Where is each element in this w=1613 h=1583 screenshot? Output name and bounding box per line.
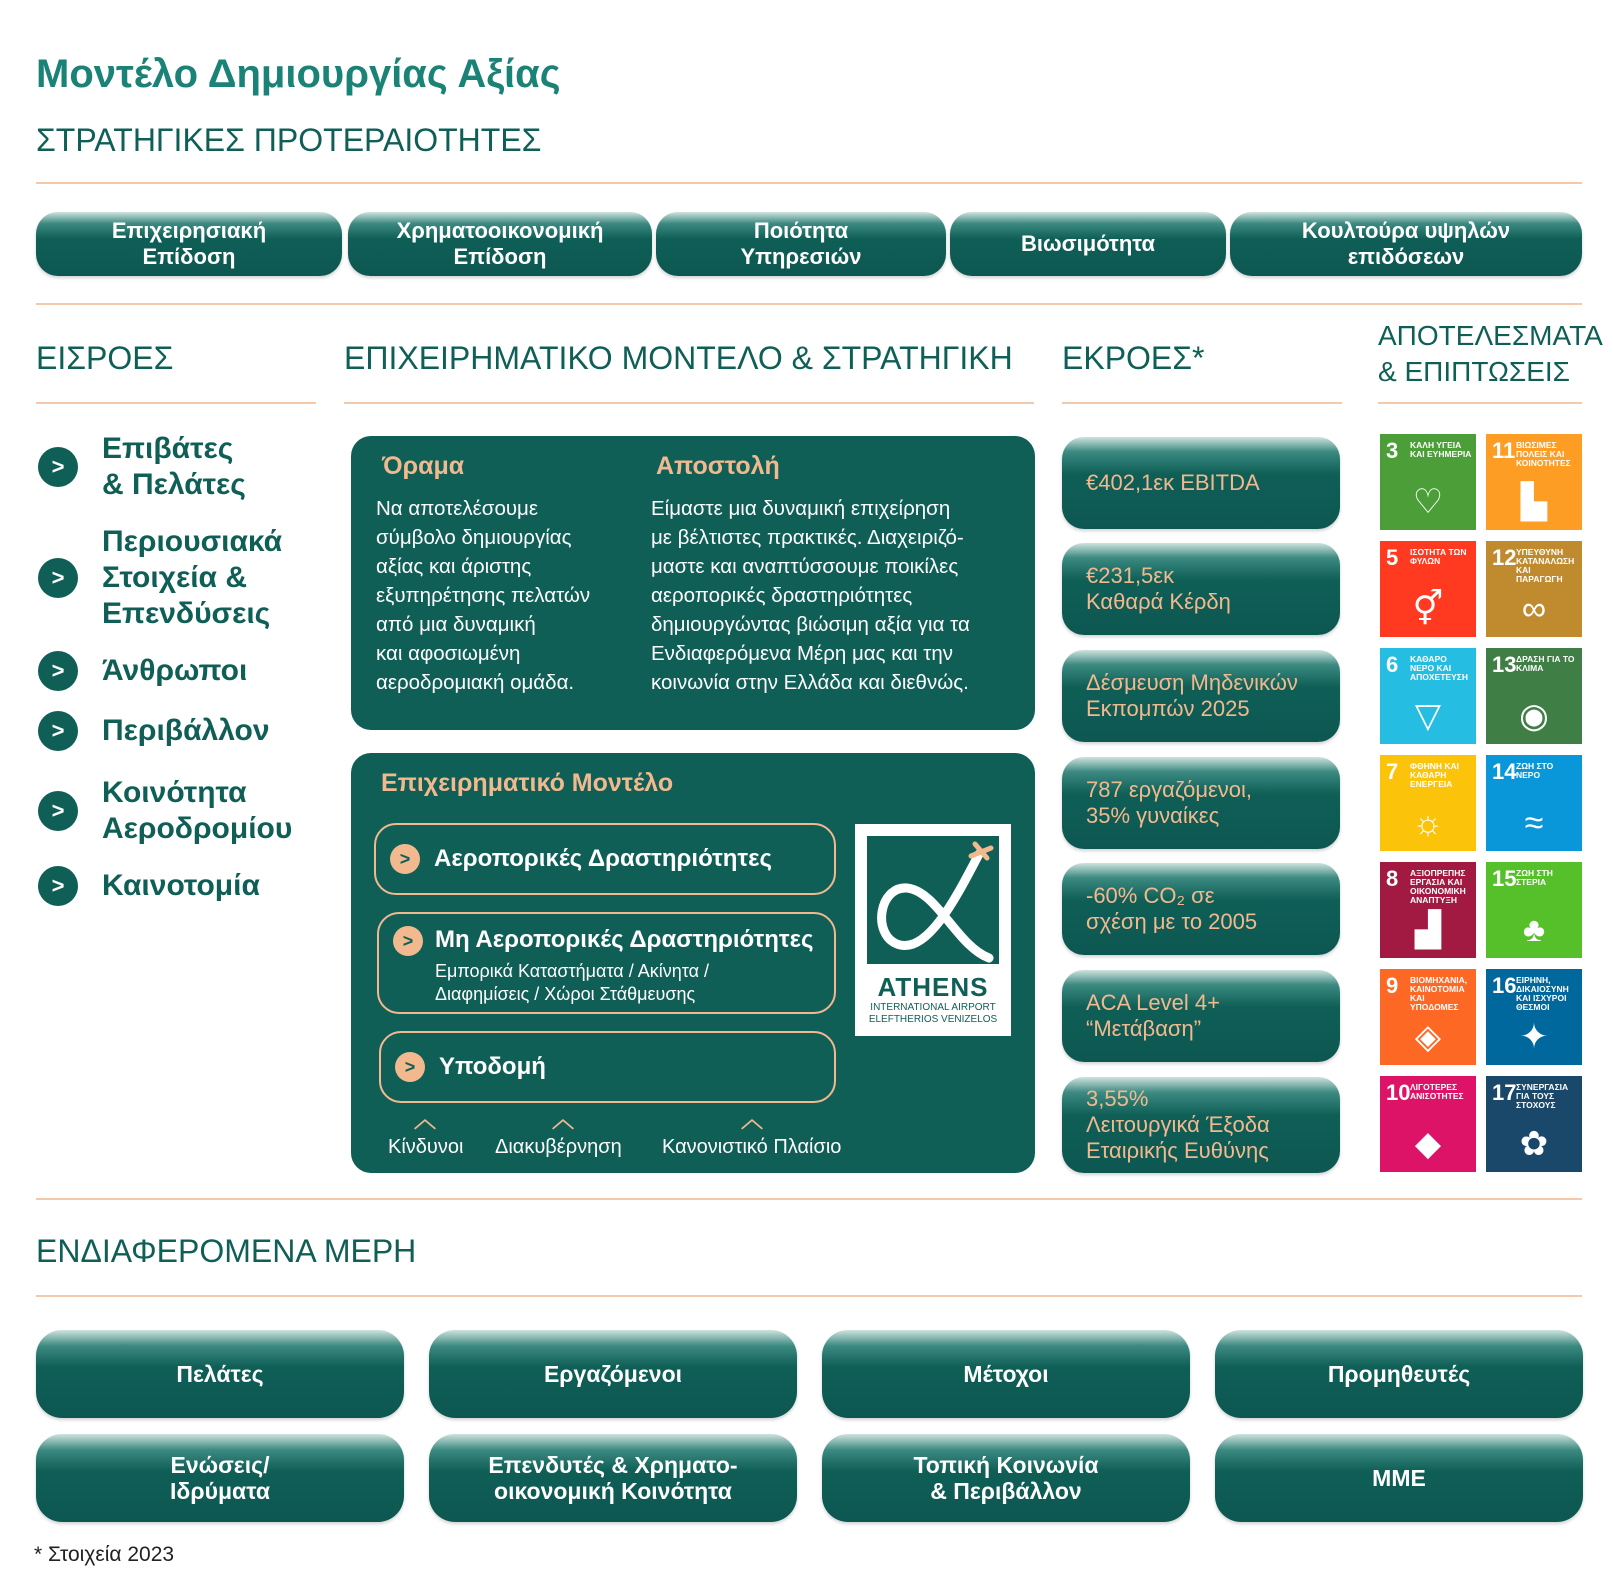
mission-text: [651, 494, 1021, 697]
infrastructure-box: [379, 1031, 836, 1103]
pillar-risks: Κίνδυνοι: [388, 1136, 464, 1158]
divider: [36, 1295, 1582, 1297]
sdg-label: ΔΡΑΣΗ ΓΙΑ ΤΟ ΚΛΙΜΑ: [1516, 654, 1575, 673]
sdg-label: ΖΩΗ ΣΤΗ ΣΤΕΡΙΑ: [1516, 868, 1553, 887]
sdg-goal-icon: ▟: [1414, 911, 1442, 949]
chevron-right-icon: >: [38, 558, 78, 598]
chevron-right-icon: >: [38, 866, 78, 906]
input-label-line: Καινοτομία: [102, 869, 260, 902]
vision-text-line: εξυπηρέτησης πελατών: [376, 584, 591, 607]
page-title: Μοντέλο Δημιουργίας Αξίας: [36, 52, 561, 96]
chevron-right-icon: >: [38, 711, 78, 751]
mission-text-line: με βέλτιστες πρακτικές. Διαχειριζό-: [651, 526, 964, 549]
stakeholder-label: [963, 1361, 1048, 1387]
output-pill: [1062, 863, 1340, 955]
input-label-line: Αεροδρομίου: [102, 812, 293, 845]
logo-line1: INTERNATIONAL AIRPORT: [870, 1002, 996, 1013]
mission-text-line: Ενδιαφερόμενα Μέρη μας και την: [651, 642, 954, 665]
aero-activities-label: Αεροπορικές Δραστηριότητες: [434, 845, 773, 872]
chevron-right-icon: >: [393, 926, 423, 956]
sdg-number: 15: [1492, 866, 1517, 891]
sdg-goal-icon: ♣: [1522, 911, 1546, 949]
sdg-tile-15: [1486, 862, 1582, 958]
output-text-line: 35% γυναίκες: [1086, 803, 1220, 828]
input-item: [38, 775, 292, 847]
sdg-number: 5: [1386, 545, 1399, 570]
input-label-line: Κοινότητα: [102, 776, 247, 809]
stakeholder-label: [913, 1452, 1098, 1504]
sdg-label: ΙΣΟΤΗΤΑ ΤΩΝ ΦΥΛΩΝ: [1410, 547, 1467, 566]
sdg-tile-6: [1380, 648, 1476, 744]
input-label-line: Επενδύσεις: [102, 597, 271, 630]
non-aero-details: Διαφημίσεις / Χώροι Στάθμευσης: [435, 984, 696, 1004]
strategic-priorities-heading: ΣΤΡΑΤΗΓΙΚΕΣ ΠΡΟΤΕΡΑΙΟΤΗΤΕΣ: [36, 122, 542, 158]
input-item: [38, 713, 270, 749]
strategic-priority-label-line: Ποιότητα: [753, 218, 849, 243]
sdg-number: 6: [1386, 652, 1399, 677]
sdg-number: 11: [1492, 438, 1516, 463]
strategic-priority-label: [112, 218, 266, 270]
infrastructure-label: Υποδομή: [439, 1053, 546, 1080]
strategic-priority-label-line: Χρηματοοικονομική: [396, 218, 604, 243]
non-aero-activities-label: Μη Αεροπορικές Δραστηριότητες: [435, 926, 814, 953]
output-text-line: €231,5εκ: [1086, 563, 1175, 588]
non-aero-activities-box: [377, 912, 836, 1014]
sdg-tile-17: [1486, 1076, 1582, 1172]
mission-text-line: δημιουργώντας βιώσιμη αξία για τα: [651, 613, 970, 636]
inputs-heading: ΕΙΣΡΟΕΣ: [36, 340, 174, 376]
sdg-label: ΛΙΓΟΤΕΡΕΣ ΑΝΙΣΟΤΗΤΕΣ: [1410, 1082, 1464, 1101]
input-label-line: & Πελάτες: [102, 468, 246, 501]
strategic-priority-label-line: Επιχειρησιακή: [111, 218, 267, 243]
stakeholder-label: [170, 1452, 270, 1504]
business-model-heading: ΕΠΙΧΕΙΡΗΜΑΤΙΚΟ ΜΟΝΤΕΛΟ & ΣΤΡΑΤΗΓΙΚΗ: [344, 340, 1013, 376]
divider: [1062, 402, 1342, 404]
alpha-plane-icon: [867, 836, 999, 964]
business-model-title: Επιχειρηματικό Μοντέλο: [381, 769, 674, 797]
stakeholder-label-line: Εργαζόμενοι: [543, 1361, 683, 1387]
input-item: [38, 653, 247, 689]
stakeholder-pill: [1215, 1434, 1583, 1522]
sdg-number: 8: [1386, 866, 1399, 891]
sdg-number: 13: [1492, 652, 1517, 677]
output-text-line: 3,55%: [1086, 1086, 1149, 1111]
strategic-priority-label-line: επιδόσεων: [1347, 244, 1465, 269]
sdg-label: ΒΙΟΜΗΧΑΝΙΑ, ΚΑΙΝΟΤΟΜΙΑ ΚΑΙ ΥΠΟΔΟΜΕΣ: [1410, 975, 1468, 1012]
sdg-tile-3: [1380, 434, 1476, 530]
sdg-number: 3: [1386, 438, 1399, 463]
output-text-line: σχέση με το 2005: [1086, 909, 1258, 934]
chevron-right-icon: >: [395, 1052, 425, 1082]
sdg-goal-icon: ◆: [1414, 1125, 1442, 1163]
sdg-tile-5: [1380, 541, 1476, 637]
output-text-line: €402,1εκ EBITDA: [1086, 470, 1260, 495]
vision-text-line: αεροδρομιακή ομάδα.: [376, 671, 575, 694]
input-label: [102, 775, 292, 847]
output-text-line: 787 εργαζόμενοι,: [1086, 777, 1253, 802]
sdg-number: 9: [1386, 973, 1399, 998]
stakeholder-label-line: Ιδρύματα: [170, 1478, 270, 1504]
vision-text-line: και αφοσιωμένη: [376, 642, 521, 665]
sdg-number: 10: [1386, 1080, 1411, 1105]
sdg-tile-16: [1486, 969, 1582, 1065]
sdg-number: 12: [1492, 545, 1517, 570]
stakeholder-pill: [822, 1434, 1190, 1522]
sdg-goal-icon: ☼: [1412, 804, 1444, 842]
sdg-label: ΕΙΡΗΝΗ, ΔΙΚΑΙΟΣΥΝΗ ΚΑΙ ΙΣΧΥΡΟΙ ΘΕΣΜΟΙ: [1516, 975, 1569, 1012]
output-text-line: Δέσμευση Μηδενικών: [1086, 670, 1298, 695]
sdg-number: 16: [1492, 973, 1517, 998]
output-text-line: Εταιρικής Ευθύνης: [1086, 1138, 1269, 1163]
non-aero-details: Εμπορικά Καταστήματα / Ακίνητα /: [435, 961, 709, 981]
sdg-goal-icon: ✦: [1519, 1018, 1549, 1056]
sdg-tile-14: [1486, 755, 1582, 851]
stakeholder-pill: [36, 1434, 404, 1522]
outcomes-heading-line: & ΕΠΙΠΤΩΣΕΙΣ: [1378, 356, 1570, 387]
mission-heading: Αποστολή: [656, 452, 780, 480]
stakeholder-label-line: οικονομική Κοινότητα: [494, 1478, 732, 1504]
sdg-label: ΣΥΝΕΡΓΑΣΙΑ ΓΙΑ ΤΟΥΣ ΣΤΟΧΟΥΣ: [1516, 1082, 1569, 1110]
sdg-tile-12: [1486, 541, 1582, 637]
strategic-priority-label: [1302, 218, 1510, 270]
strategic-priority-label-line: Υπηρεσιών: [740, 244, 862, 269]
vision-text-line: αξίας και άριστης: [376, 555, 532, 578]
stakeholder-label-line: & Περιβάλλον: [930, 1478, 1082, 1504]
vision-text: [376, 494, 626, 697]
vision-text-line: Να αποτελέσουμε: [376, 497, 539, 520]
input-label: [102, 868, 260, 904]
stakeholder-pill: [36, 1330, 404, 1418]
stakeholder-label: [1372, 1465, 1426, 1491]
caret-up-icon: ︿: [414, 1107, 437, 1132]
input-item: [38, 431, 246, 503]
stakeholder-pill: [822, 1330, 1190, 1418]
strategic-priority-label: [1021, 231, 1155, 257]
chevron-right-icon: >: [38, 447, 78, 487]
vision-heading: Όραμα: [382, 452, 465, 480]
stakeholder-label-line: Πελάτες: [176, 1361, 264, 1387]
strategic-priority-label: [741, 218, 862, 270]
sdg-goal-icon: ♡: [1412, 483, 1444, 521]
stakeholder-label-line: Προμηθευτές: [1327, 1361, 1471, 1387]
divider: [36, 402, 316, 404]
output-pill: [1062, 543, 1340, 635]
sdg-tile-10: [1380, 1076, 1476, 1172]
athens-airport-logo: [855, 824, 1011, 1036]
sdg-tile-13: [1486, 648, 1582, 744]
input-item: [38, 868, 260, 904]
sdg-tile-8: [1380, 862, 1476, 958]
sdg-goal-icon: ⚥: [1412, 590, 1444, 628]
logo-name: ATHENS: [877, 972, 989, 1002]
mission-text-line: κοινωνία στην Ελλάδα και διεθνώς.: [651, 671, 969, 694]
stakeholder-label-line: ΜΜΕ: [1372, 1465, 1426, 1491]
logo-mark: [867, 836, 999, 964]
input-label-line: Περιβάλλον: [102, 714, 270, 747]
strategic-priority-label-line: Επίδοση: [453, 244, 547, 269]
sdg-goal-icon: ∞: [1521, 590, 1547, 628]
output-pill: [1062, 757, 1340, 849]
mission-text-line: Είμαστε μια δυναμική επιχείρηση: [651, 497, 951, 520]
non-aero-content: [435, 926, 813, 1006]
sdg-label: ΒΙΩΣΙΜΕΣ ΠΟΛΕΙΣ ΚΑΙ ΚΟΙΝΟΤΗΤΕΣ: [1516, 440, 1571, 468]
stakeholder-label-line: Ενώσεις/: [170, 1452, 270, 1478]
outcomes-heading: [1378, 318, 1603, 390]
strategic-priority-label: [397, 218, 604, 270]
input-label: [102, 713, 270, 749]
output-text-line: -60% CO₂ σε: [1086, 883, 1215, 908]
sdg-label: ΥΠΕΥΘΥΝΗ ΚΑΤΑΝΑΛΩΣΗ ΚΑΙ ΠΑΡΑΓΩΓΗ: [1516, 547, 1575, 584]
input-label-line: Άνθρωποι: [102, 654, 248, 687]
input-label-line: Επιβάτες: [102, 432, 234, 465]
mission-text-line: μαστε και αναπτύσσουμε ποικίλες: [651, 555, 959, 578]
sdg-goal-icon: ◈: [1414, 1018, 1442, 1056]
stakeholder-label: [1328, 1361, 1470, 1387]
strategic-priority-pill: [656, 212, 946, 276]
stakeholder-pill: [429, 1330, 797, 1418]
sdg-goal-icon: ▽: [1414, 697, 1442, 735]
chevron-right-icon: >: [38, 791, 78, 831]
output-pill: [1062, 1077, 1340, 1173]
outcomes-heading-line: ΑΠΟΤΕΛΕΣΜΑΤΑ: [1378, 320, 1603, 351]
output-pill: [1062, 970, 1340, 1062]
output-text-line: Λειτουργικά Έξοδα: [1086, 1112, 1270, 1137]
vision-text-line: σύμβολο δημιουργίας: [376, 526, 572, 549]
outputs-heading: ΕΚΡΟΕΣ*: [1062, 340, 1205, 376]
input-label: [102, 431, 246, 503]
divider: [36, 1198, 1582, 1200]
footnote: * Στοιχεία 2023: [34, 1543, 175, 1566]
output-text-line: Εκπομπών 2025: [1086, 696, 1250, 721]
stakeholder-label: [488, 1452, 737, 1504]
stakeholder-label: [544, 1361, 682, 1387]
chevron-right-icon: >: [390, 844, 420, 874]
sdg-goal-icon: ◉: [1519, 697, 1549, 735]
stakeholder-label-line: Μέτοχοι: [963, 1361, 1049, 1387]
stakeholders-heading: ΕΝΔΙΑΦΕΡΟΜΕΝΑ ΜΕΡΗ: [36, 1233, 417, 1269]
caret-up-icon: ︿: [552, 1107, 575, 1132]
sdg-label: ΑΞΙΟΠΡΕΠΗΣ ΕΡΓΑΣΙΑ ΚΑΙ ΟΙΚΟΝΟΜΙΚΗ ΑΝΑΠΤΥΞΗ: [1410, 868, 1466, 905]
sdg-label: ΚΑΛΗ ΥΓΕΙΑ ΚΑΙ ΕΥΗΜΕΡΙΑ: [1410, 440, 1472, 459]
vision-text-line: από μια δυναμική: [376, 613, 536, 636]
input-item: [38, 524, 282, 632]
strategic-priority-pill: [950, 212, 1226, 276]
stakeholder-pill: [1215, 1330, 1583, 1418]
stakeholder-label: [176, 1361, 263, 1387]
input-label-line: Περιουσιακά: [102, 525, 283, 558]
divider: [1378, 402, 1582, 404]
sdg-tile-9: [1380, 969, 1476, 1065]
input-label: [102, 653, 247, 689]
output-text-line: ACA Level 4+: [1086, 990, 1220, 1015]
chevron-right-icon: >: [38, 651, 78, 691]
logo-line2: ELEFTHERIOS VENIZELOS: [868, 1014, 998, 1025]
pillar-regulatory: Κανονιστικό Πλαίσιο: [662, 1136, 842, 1158]
sdg-label: ΖΩΗ ΣΤΟ ΝΕΡΟ: [1516, 761, 1554, 780]
strategic-priority-label-line: Κουλτούρα υψηλών: [1301, 218, 1511, 243]
sdg-number: 7: [1386, 759, 1399, 784]
sdg-goal-icon: ✿: [1519, 1125, 1549, 1163]
strategic-priority-pill: [36, 212, 342, 276]
sdg-goal-icon: ▙: [1520, 483, 1548, 521]
strategic-priority-pill: [1230, 212, 1582, 276]
sdg-tile-11: [1486, 434, 1582, 530]
divider: [36, 182, 1582, 184]
sdg-goal-icon: ≈: [1524, 804, 1544, 842]
stakeholder-pill: [429, 1434, 797, 1522]
strategic-priority-pill: [348, 212, 652, 276]
output-text-line: Καθαρά Κέρδη: [1086, 589, 1231, 614]
strategic-priority-label-line: Επίδοση: [142, 244, 236, 269]
input-label: [102, 524, 282, 632]
sdg-number: 14: [1492, 759, 1517, 784]
stakeholder-label-line: Επενδυτές & Χρηματο-: [488, 1452, 738, 1478]
aero-activities-box: [374, 823, 836, 895]
sdg-label: ΦΘΗΝΗ ΚΑΙ ΚΑΘΑΡΗ ΕΝΕΡΓΕΙΑ: [1410, 761, 1460, 789]
mission-text-line: αεροπορικές δραστηριότητες: [651, 584, 913, 607]
pillar-governance: Διακυβέρνηση: [495, 1136, 622, 1158]
divider: [36, 303, 1582, 305]
stakeholder-label-line: Τοπική Κοινωνία: [913, 1452, 1099, 1478]
output-text-line: “Μετάβαση”: [1086, 1016, 1202, 1041]
output-pill: [1062, 437, 1340, 529]
sdg-number: 17: [1492, 1080, 1517, 1105]
strategic-priority-label-line: Βιωσιμότητα: [1020, 231, 1156, 256]
sdg-tile-7: [1380, 755, 1476, 851]
input-label-line: Στοιχεία &: [102, 561, 247, 594]
divider: [344, 402, 1034, 404]
output-pill: [1062, 650, 1340, 742]
sdg-label: ΚΑΘΑΡΟ ΝΕΡΟ ΚΑΙ ΑΠΟΧΕΤΕΥΣΗ: [1410, 654, 1468, 682]
caret-up-icon: ︿: [741, 1107, 764, 1132]
